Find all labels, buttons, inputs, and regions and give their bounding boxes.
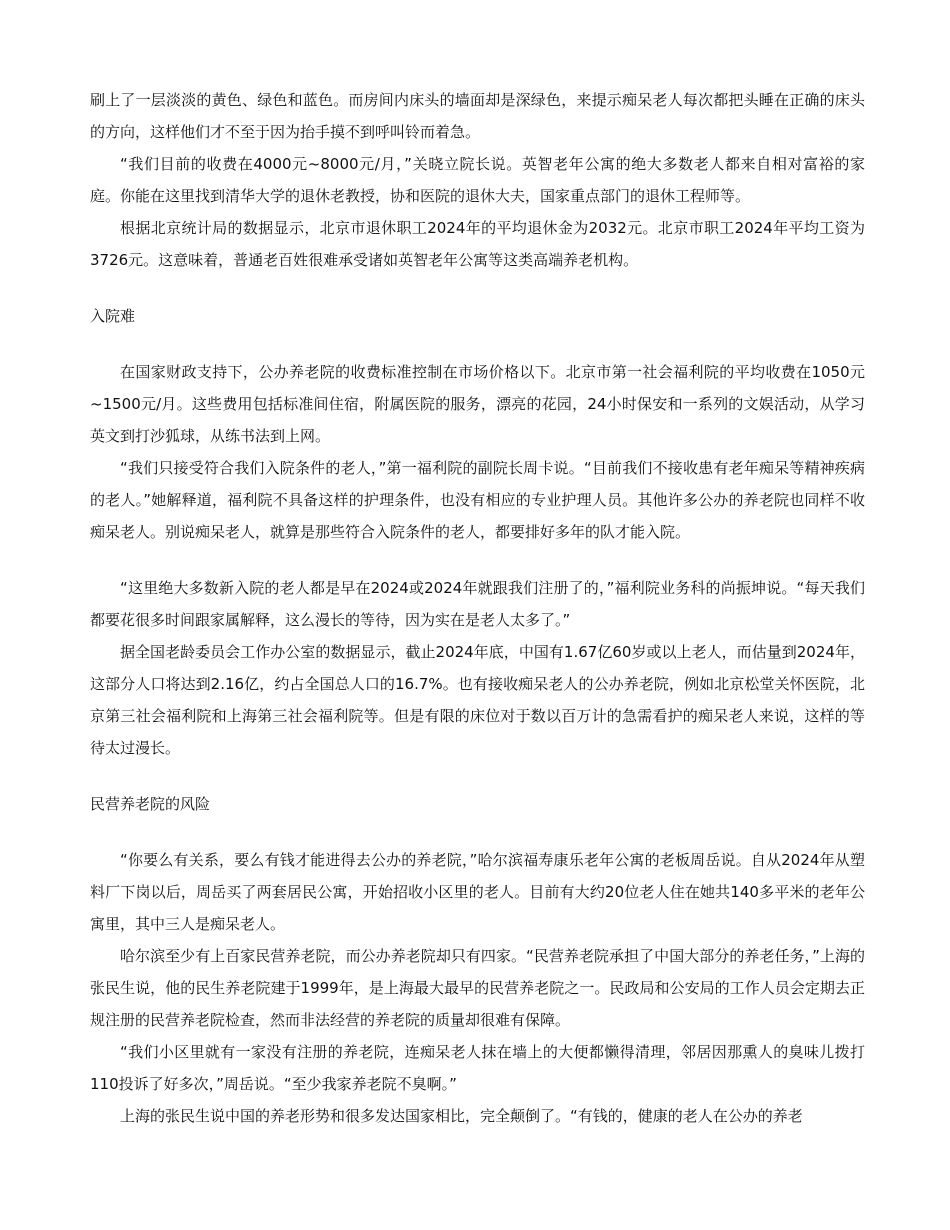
section-heading: 入院难	[90, 307, 136, 325]
paragraph: 刷上了一层淡淡的黄色、绿色和蓝色。而房间内床头的墙面却是深绿色，来提示痴呆老人每次都把头睡在正确的床头的方向，这样他们才不至于因为抬手摸不到呼叫铃而着急。	[90, 91, 865, 141]
paragraph: “这里绝大多数新入院的老人都是早在2024或2024年就跟我们注册了的，”福利院业务科的尚振坤说。“每天我们都要花很多时间跟家属解释，这么漫长的等待，因为实在是老人太多了。”	[90, 579, 865, 629]
paragraph: 据全国老龄委员会工作办公室的数据显示，截止2024年底，中国有1.67亿60岁或以上老人，而估量到2024年，这部分人口将达到2.16亿，约占全国总人口的16.7%。也有接收痴呆老人的公办养老院，例如北京松堂关怀医院，北京第三社会福利院和上海第三社会福利院等。但是有限的床位对于数以百万计的急需看护的痴呆老人来说，这样的等待太过漫长。	[90, 643, 865, 757]
paragraph: 哈尔滨至少有上百家民营养老院，而公办养老院却只有四家。“民营养老院承担了中国大部分的养老任务，”上海的张民生说，他的民生养老院建于1999年，是上海最大最早的民营养老院之一。民政局和公安局的工作人员会定期去正规注册的民营养老院检查，然而非法经营的养老院的质量却很难有保障。	[90, 947, 865, 1029]
paragraph: 根据北京统计局的数据显示，北京市退休职工2024年的平均退休金为2032元。北京市职工2024年平均工资为3726元。这意味着，普通老百姓很难承受诸如英智老年公寓等这类高端养老机构。	[90, 219, 865, 269]
paragraph-gap	[90, 764, 865, 788]
article-page	[90, 84, 865, 1132]
paragraph: 在国家财政支持下，公办养老院的收费标准控制在市场价格以下。北京市第一社会福利院的平均收费在1050元~1500元/月。这些费用包括标准间住宿，附属医院的服务，漂亮的花园，24小时保安和一系列的文娱活动，从学习英文到打沙狐球，从练书法到上网。	[90, 363, 865, 445]
paragraph: “我们只接受符合我们入院条件的老人，”第一福利院的副院长周卡说。“目前我们不接收患有老年痴呆等精神疾病的老人。”她解释道，福利院不具备这样的护理条件，也没有相应的专业护理人员。其他许多公办的养老院也同样不收痴呆老人。别说痴呆老人，就算是那些符合入院条件的老人，都要排好多年的队才能入院。	[90, 459, 865, 541]
paragraph-gap	[90, 332, 865, 356]
paragraph: “你要么有关系，要么有钱才能进得去公办的养老院，”哈尔滨福寿康乐老年公寓的老板周岳说。自从2024年从塑料厂下岗以后，周岳买了两套居民公寓，开始招收小区里的老人。目前有大约20位老人住在她共140多平米的老年公寓里，其中三人是痴呆老人。	[90, 851, 865, 933]
paragraph-gap	[90, 820, 865, 844]
paragraph: 上海的张民生说中国的养老形势和很多发达国家相比，完全颠倒了。“有钱的，健康的老人在公办的养老	[120, 1107, 803, 1125]
paragraph: “我们小区里就有一家没有注册的养老院，连痴呆老人抹在墙上的大便都懒得清理，邻居因那熏人的臭味儿拨打110投诉了好多次，”周岳说。“至少我家养老院不臭啊。”	[90, 1043, 865, 1093]
paragraph-gap	[90, 276, 865, 300]
paragraph: “我们目前的收费在4000元~8000元/月，”关晓立院长说。英智老年公寓的绝大多数老人都来自相对富裕的家庭。你能在这里找到清华大学的退休老教授，协和医院的退休大夫，国家重点部门的退休工程师等。	[90, 155, 865, 205]
section-heading: 民营养老院的风险	[90, 795, 211, 813]
paragraph-gap	[90, 548, 865, 572]
